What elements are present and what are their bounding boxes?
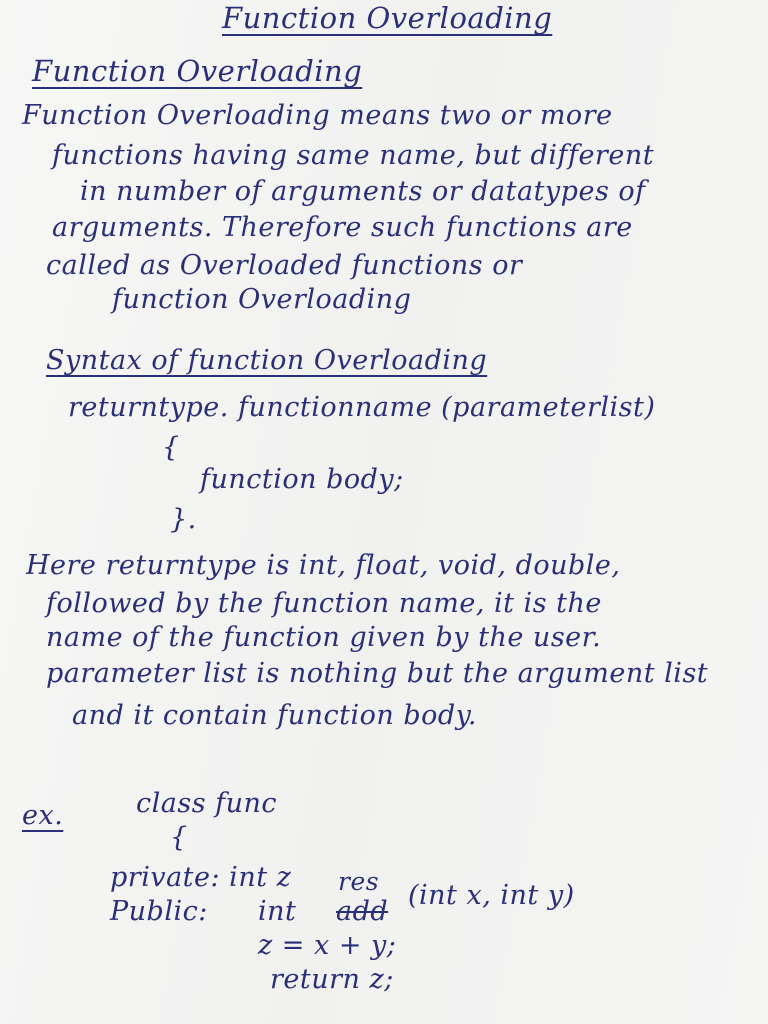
example-public-label: Public: — [110, 896, 208, 927]
paragraph-line: function Overloading — [112, 284, 412, 315]
page-title: Function Overloading — [222, 1, 553, 35]
syntax-body: function body; — [200, 464, 404, 495]
explanation-line: parameter list is nothing but the argument list — [46, 658, 709, 689]
syntax-close-brace: }. — [170, 504, 197, 535]
paragraph-line: called as Overloaded functions or — [46, 250, 523, 281]
paragraph-line: in number of arguments or datatypes of — [80, 176, 646, 207]
syntax-open-brace: { — [162, 432, 180, 463]
explanation-line: name of the function given by the user. — [46, 622, 602, 653]
example-private-line: private: int z — [110, 862, 292, 893]
example-return: return z; — [270, 964, 394, 995]
example-params: (int x, int y) — [408, 880, 575, 911]
paragraph-line: functions having same name, but different — [52, 140, 655, 171]
example-label: ex. — [22, 800, 64, 831]
section-heading: Function Overloading — [32, 54, 363, 88]
explanation-line: followed by the function name, it is the — [46, 588, 602, 619]
example-open-brace: { — [170, 822, 188, 853]
example-class-line: class func — [136, 788, 278, 819]
syntax-heading: Syntax of function Overloading — [46, 345, 488, 376]
paragraph-line: arguments. Therefore such functions are — [52, 212, 633, 243]
explanation-line: Here returntype is int, float, void, double, — [26, 550, 621, 581]
paragraph-line: Function Overloading means two or more — [22, 100, 613, 131]
example-assign: z = x + y; — [258, 930, 397, 961]
explanation-line: and it contain function body. — [72, 700, 477, 731]
example-struck-word: add — [336, 896, 389, 927]
syntax-signature: returntype. functionname (parameterlist) — [68, 392, 656, 423]
example-inserted-word: res — [338, 867, 380, 896]
example-type: int — [258, 896, 297, 927]
